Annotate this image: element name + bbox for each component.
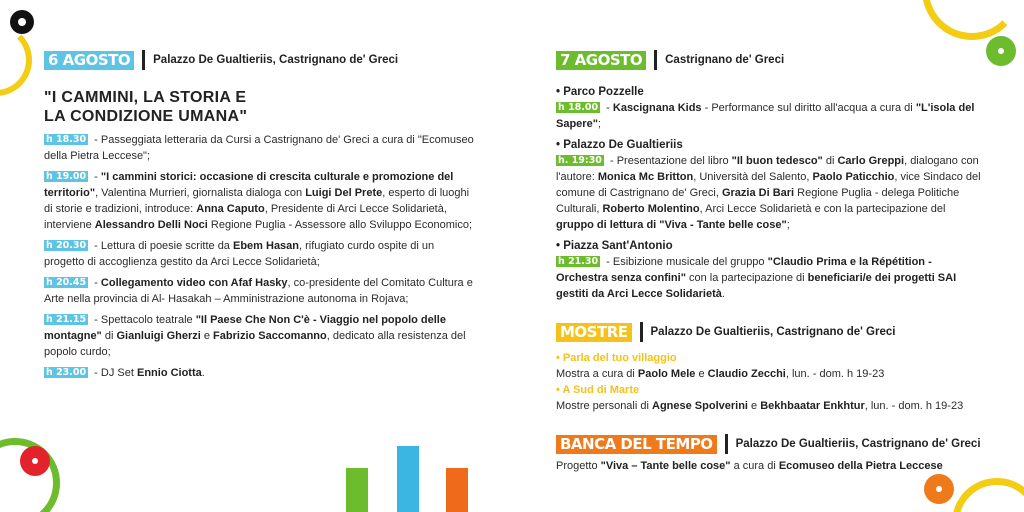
header-place: Palazzo De Gualtieriis, Castrignano de' Greci	[735, 438, 981, 450]
green-bar-decoration	[346, 468, 368, 512]
header-divider	[725, 434, 728, 454]
venue-title: • Parco Pozzelle	[556, 86, 644, 98]
red-dot-center	[32, 458, 38, 464]
exhibit-title: • Parla del tuo villaggio	[556, 352, 677, 364]
time-badge: h 19.00	[46, 171, 87, 182]
left-header	[44, 50, 398, 70]
schedule-entry: h 19.00 - "I cammini storici: occasione di crescita culturale e promozione del territorio", Valentina Murrieri, giornalista dialoga con Luigi Del Prete, esperto di luoghi di storie e tradizioni, introduce: Anna Caputo, Presidente di Arci Lecce Solidarietà, interviene Alessandro Delli Noci Regione Puglia - Assessore allo Sviluppo Economico;	[44, 171, 473, 231]
right-page	[512, 0, 1024, 512]
mostre-header	[556, 322, 895, 342]
schedule-entry: h 21.15 - Spettacolo teatrale "Il Paese Che Non C'è - Viaggio nel popolo delle montagne" di Gianluigi Gherzi e Fabrizio Saccomanno, dedicato alla resistenza del popolo curdo;	[44, 314, 466, 358]
date-tag: 7 AGOSTO	[556, 51, 646, 70]
header-place: Castrignano de' Greci	[665, 54, 785, 66]
yellow-arc-bottom-decoration	[952, 478, 1024, 512]
orange-bar-decoration	[446, 468, 468, 512]
schedule-entry: h 23.00 - DJ Set Ennio Ciotta.	[46, 367, 205, 379]
title-line-1: "I CAMMINI, LA STORIA E	[44, 89, 247, 106]
banca-section: Progetto "Viva – Tante belle cose" a cura di Ecomuseo della Pietra Leccese	[556, 460, 943, 472]
date-tag: 6 AGOSTO	[44, 51, 134, 70]
program-section	[556, 84, 986, 307]
schedule-entry: h 20.30 - Lettura di poesie scritte da Ebem Hasan, rifugiato curdo ospite di un progetto di accoglienza gestito da Arci Lecce Solidarietà;	[44, 240, 435, 268]
time-badge: h 21.30	[558, 256, 599, 267]
exhibit-text: Mostra a cura di Paolo Mele e Claudio Zecchi, lun. - dom. h 19-23	[556, 368, 885, 380]
mostre-tag: MOSTRE	[556, 323, 632, 342]
time-badge: h 20.45	[46, 277, 87, 288]
green-dot-center	[998, 48, 1004, 54]
mostre-section	[556, 350, 986, 414]
header-divider	[640, 322, 643, 342]
yellow-arc-decoration	[0, 24, 32, 96]
time-badge: h 18.00	[558, 102, 599, 113]
venue-title: • Piazza Sant'Antonio	[556, 240, 673, 252]
orange-dot-center	[936, 486, 942, 492]
time-badge: h. 19:30	[558, 155, 602, 166]
schedule-entry: h 21.30 - Esibizione musicale del gruppo "Claudio Prima e la Répétition - Orchestra senza confini" con la partecipazione di beneficiari/e dei progetti SAI gestiti da Arci Lecce Solidarietà.	[556, 256, 957, 300]
schedule-list	[44, 132, 474, 386]
time-badge: h 18.30	[46, 134, 87, 145]
yellow-arc-decoration	[922, 0, 1022, 40]
schedule-entry: h 18.00 - Kascignana Kids - Performance sul diritto all'acqua a cura di "L'isola del Sapere";	[556, 102, 975, 130]
right-header	[556, 50, 784, 70]
schedule-entry: h. 19:30 - Presentazione del libro "Il buon tedesco" di Carlo Greppi, dialogano con l'autore: Monica Mc Britton, Università del Salento, Paolo Paticchio, vice Sindaco del comune di Castrignano de' Greci, Grazia Di Bari Regione Puglia - delega Politiche Culturali, Roberto Molentino, Arci Lecce Solidarietà e con la partecipazione del gruppo di lettura di "Viva - Tante belle cose";	[556, 155, 981, 231]
schedule-entry: h 20.45 - Collegamento video con Afaf Hasky, co-presidente del Comitato Cultura e Arte nella provincia di Al- Hasakah – Amministrazione autonoma in Rojava;	[44, 277, 473, 305]
exhibit-text: Mostre personali di Agnese Spolverini e Bekhbaatar Enkhtur, lun. - dom. h 19-23	[556, 400, 964, 412]
exhibit-title: • A Sud di Marte	[556, 384, 640, 396]
banca-header	[556, 434, 981, 454]
schedule-entry: h 18.30 - Passeggiata letteraria da Cursi a Castrignano de' Greci a cura di "Ecomuseo della Pietra Leccese";	[44, 134, 474, 162]
time-badge: h 23.00	[46, 367, 87, 378]
black-dot-decoration	[10, 10, 34, 34]
header-place: Palazzo De Gualtieriis, Castrignano de' Greci	[153, 54, 399, 66]
venue-title: • Palazzo De Gualtieriis	[556, 139, 683, 151]
blue-bar-decoration	[397, 446, 419, 512]
header-divider	[142, 50, 145, 70]
header-place: Palazzo De Gualtieriis, Castrignano de' Greci	[650, 326, 896, 338]
header-divider	[654, 50, 657, 70]
page-title	[44, 88, 247, 126]
time-badge: h 21.15	[46, 314, 87, 325]
time-badge: h 20.30	[46, 240, 87, 251]
entry-text: Passeggiata letteraria da Cursi a Castrignano de' Greci a cura di "Ecomuseo della Pietra Leccese";	[44, 134, 474, 162]
title-line-2: LA CONDIZIONE UMANA"	[44, 108, 248, 125]
banca-tag: BANCA DEL TEMPO	[556, 435, 717, 454]
